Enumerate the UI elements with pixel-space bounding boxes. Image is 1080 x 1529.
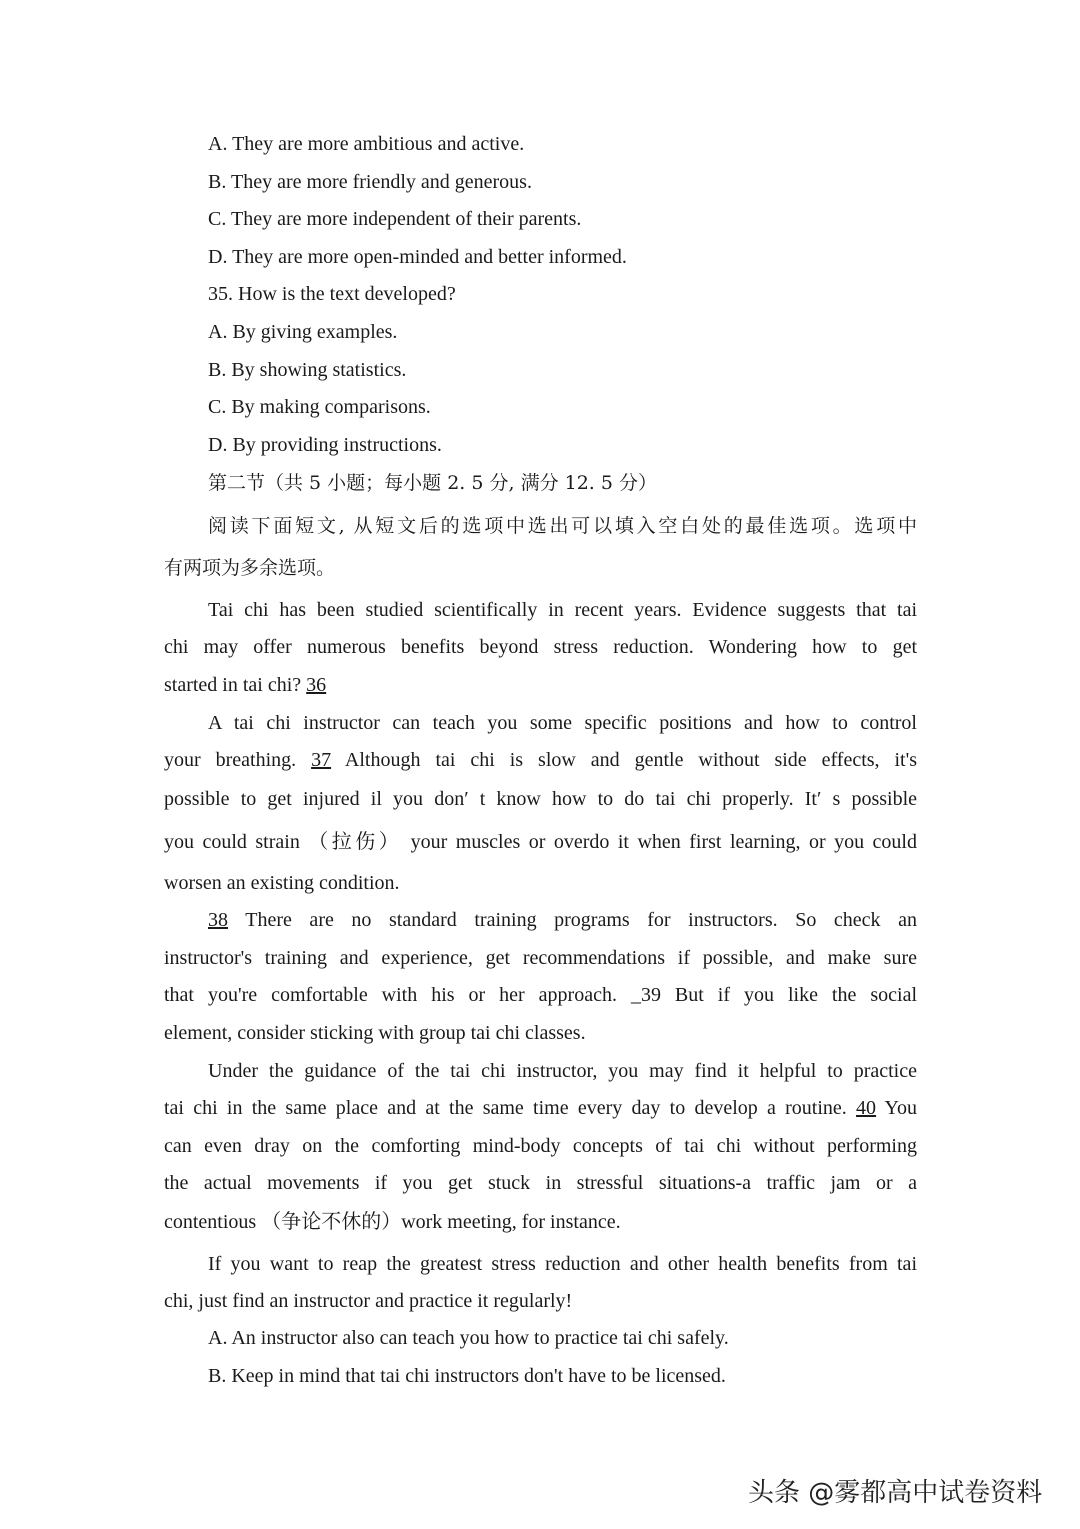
passage-p4-line2	[164, 1095, 917, 1121]
passage-p2-line5: worsen an existing condition.	[164, 872, 400, 894]
q35-option-d: D. By providing instructions.	[208, 434, 442, 456]
blank-40: 40	[856, 1097, 877, 1119]
passage-p2-line1: A tai chi instructor can teach you some specific positions and how to control	[208, 712, 917, 734]
passage-p4-line3: can even dray on the comforting mind-body concepts of tai chi without performing	[164, 1135, 917, 1157]
answer-option-a: A. An instructor also can teach you how to practice tai chi safely.	[208, 1327, 729, 1349]
passage-p4-line4: the actual movements if you get stuck in stressful situations-a traffic jam or a	[164, 1172, 917, 1194]
passage-p1-line1: Tai chi has been studied scientifically in recent years. Evidence suggests that tai	[208, 599, 917, 621]
passage-p3-line2: instructor's training and experience, get recommendations if possible, and make sure	[164, 947, 917, 969]
q35-option-a: A. By giving examples.	[208, 321, 398, 343]
q35-question: 35. How is the text developed?	[208, 283, 456, 305]
passage-p3-line4: element, consider sticking with group tai chi classes.	[164, 1022, 586, 1044]
passage-p5-line1: If you want to reap the greatest stress reduction and other health benefits from tai	[208, 1253, 917, 1275]
passage-p3-line3: that you're comfortable with his or her approach. _39 But if you like the social	[164, 984, 917, 1006]
q34-option-c: C. They are more independent of their parents.	[208, 208, 582, 230]
passage-text: tai chi in the same place and at the same time every day to develop a routine.	[164, 1097, 857, 1119]
q35-option-b: B. By showing statistics.	[208, 359, 407, 381]
passage-text: There are no standard training programs for instructors. So check an	[228, 909, 917, 931]
blank-38: 38	[208, 909, 228, 931]
q34-option-d: D. They are more open-minded and better informed.	[208, 246, 627, 268]
passage-p1-line3	[164, 672, 326, 698]
passage-p4-line5: contentious （争论不休的）work meeting, for instance.	[164, 1211, 621, 1233]
passage-p2-line4: you could strain （拉伤） your muscles or overdo it when first learning, or you could	[164, 831, 917, 853]
passage-p4-line1: Under the guidance of the tai chi instructor, you may find it helpful to practice	[208, 1060, 917, 1082]
passage-p2-line3: possible to get injured il you don′ t know how to do tai chi properly. It′ s possible	[164, 788, 917, 810]
passage-text: You	[876, 1097, 917, 1119]
passage-p2-line2	[164, 747, 917, 773]
q34-option-a: A. They are more ambitious and active.	[208, 133, 525, 155]
passage-text: Although tai chi is slow and gentle without side effects, it's	[331, 749, 918, 771]
blank-37: 37	[311, 749, 332, 771]
section-instruction-line1: 阅读下面短文, 从短文后的选项中选出可以填入空白处的最佳选项。选项中	[208, 515, 917, 537]
watermark-text: 头条 @雾都高中试卷资料	[748, 1478, 1043, 1508]
q35-option-c: C. By making comparisons.	[208, 396, 431, 418]
answer-option-b: B. Keep in mind that tai chi instructors don't have to be licensed.	[208, 1365, 726, 1387]
passage-text: started in tai chi?	[164, 674, 307, 696]
section-heading: 第二节（共 5 小题；每小题 2. 5 分, 满分 12. 5 分）	[208, 472, 658, 494]
q34-option-b: B. They are more friendly and generous.	[208, 171, 532, 193]
passage-text: your breathing.	[164, 749, 312, 771]
section-instruction-line2: 有两项为多余选项。	[164, 557, 336, 579]
passage-p5-line2: chi, just find an instructor and practice it regularly!	[164, 1290, 573, 1312]
passage-p1-line2: chi may offer numerous benefits beyond stress reduction. Wondering how to get	[164, 636, 917, 658]
blank-36: 36	[306, 674, 327, 696]
passage-p3-line1	[208, 907, 917, 933]
